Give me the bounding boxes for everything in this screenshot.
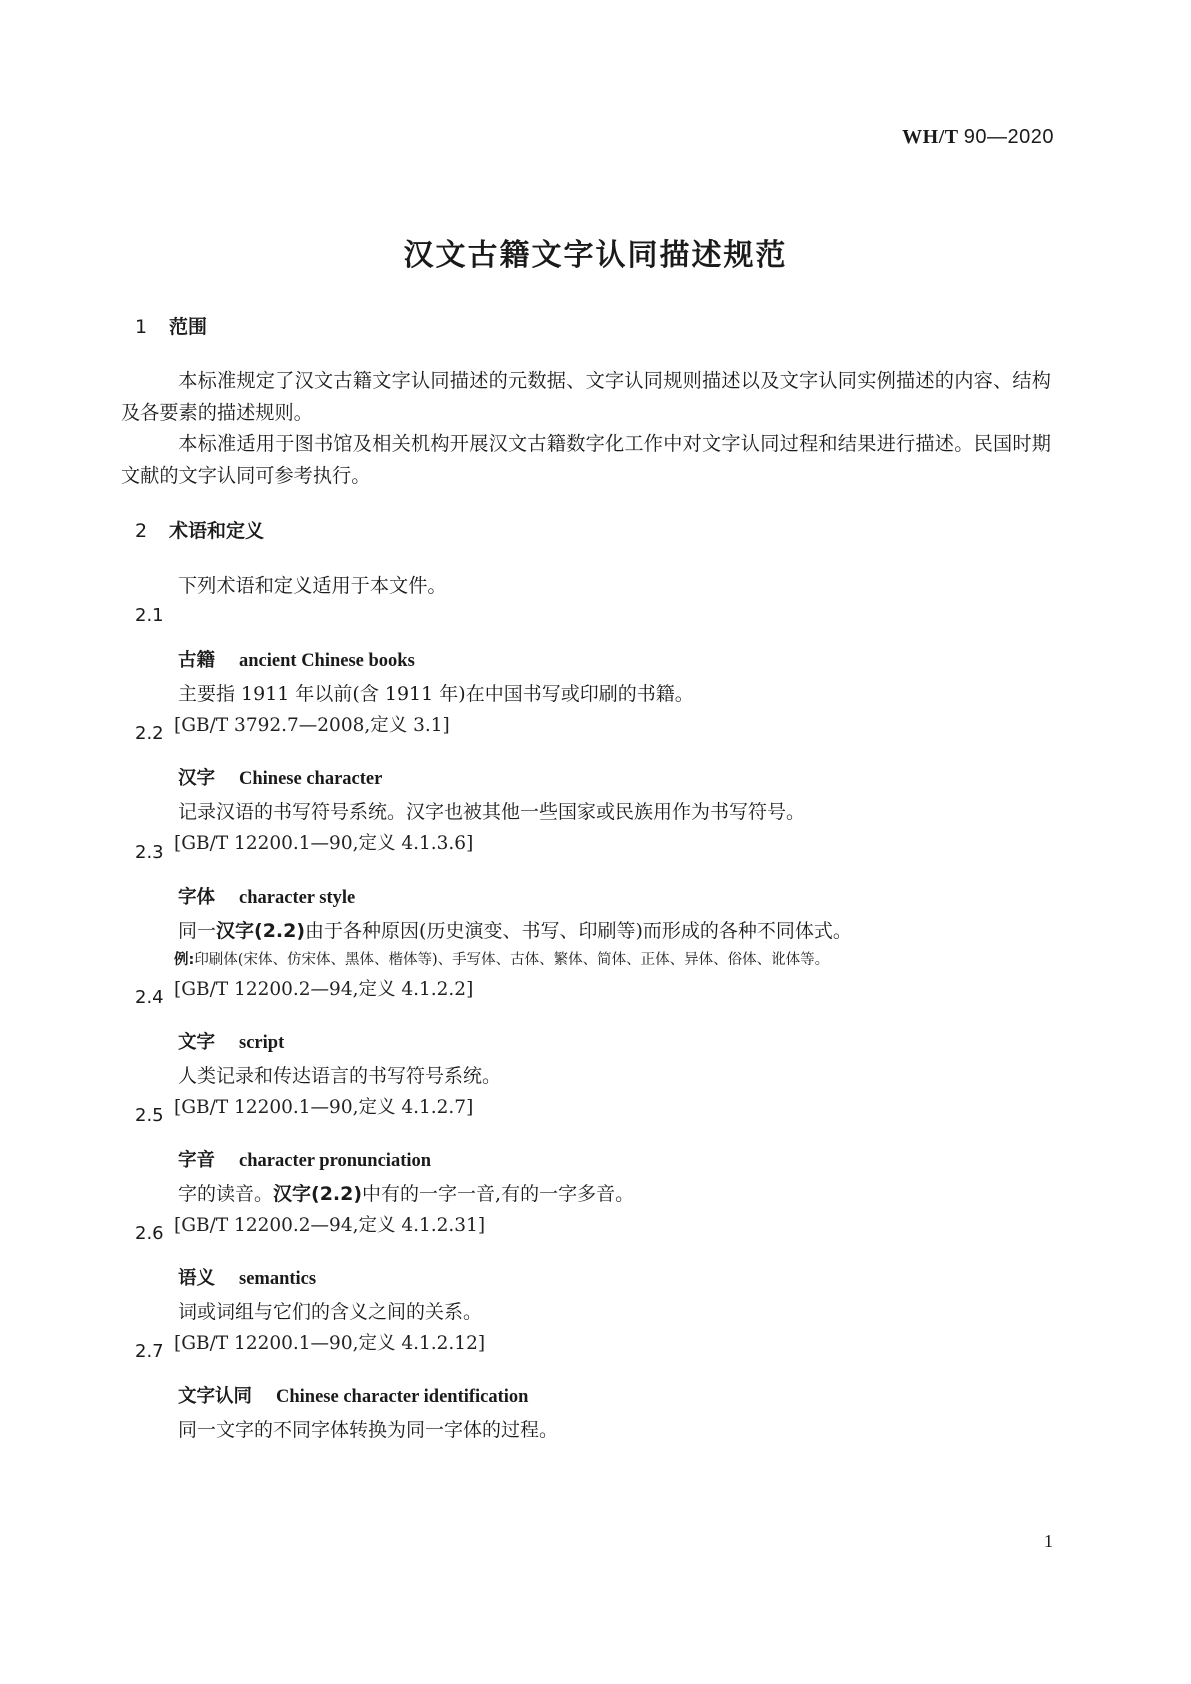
section-number: 2 bbox=[135, 520, 148, 542]
scope-paragraph-1: 本标准规定了汉文古籍文字认同描述的元数据、文字认同规则描述以及文字认同实例描述的内容、结构及各要素的描述规则。 bbox=[121, 369, 1051, 424]
term-source: [GB/T 3792.7—2008,定义 3.1] bbox=[174, 715, 450, 736]
standard-code: WH/T bbox=[902, 126, 959, 148]
term-example: 例:印刷体(宋体、仿宋体、黑体、楷体等)、手写体、古体、繁体、简体、正体、异体、俗体、讹体等。 bbox=[174, 952, 830, 968]
entry-number: 2.2 bbox=[135, 723, 164, 744]
term-english: Chinese character identification bbox=[276, 1387, 529, 1407]
term-cross-reference: 汉字(2.2) bbox=[273, 1183, 363, 1205]
term-chinese: 文字认同 bbox=[178, 1386, 253, 1407]
term-chinese: 古籍 bbox=[178, 650, 216, 671]
term-heading bbox=[178, 1264, 316, 1290]
term-cross-reference: 汉字(2.2) bbox=[216, 920, 306, 942]
term-source: [GB/T 12200.1—90,定义 4.1.2.7] bbox=[174, 1097, 474, 1118]
term-definition: 字的读音。汉字(2.2)中有的一字一音,有的一字多音。 bbox=[178, 1183, 635, 1205]
standard-code-header bbox=[902, 126, 1054, 149]
page-number: 1 bbox=[1044, 1531, 1053, 1551]
term-heading bbox=[178, 646, 415, 672]
entry-number: 2.4 bbox=[135, 987, 164, 1008]
section-title: 术语和定义 bbox=[169, 520, 265, 542]
term-heading bbox=[178, 764, 382, 790]
entry-number: 2.6 bbox=[135, 1223, 164, 1244]
term-chinese: 文字 bbox=[178, 1032, 216, 1053]
term-source: [GB/T 12200.2—94,定义 4.1.2.2] bbox=[174, 979, 474, 1000]
section-heading-scope bbox=[135, 312, 207, 339]
term-definition: 词或词组与它们的含义之间的关系。 bbox=[178, 1301, 483, 1323]
term-definition: 记录汉语的书写符号系统。汉字也被其他一些国家或民族用作为书写符号。 bbox=[178, 801, 806, 823]
term-chinese: 语义 bbox=[178, 1268, 216, 1289]
term-heading bbox=[178, 1146, 431, 1172]
term-heading bbox=[178, 1028, 284, 1054]
term-definition: 主要指 1911 年以前(含 1911 年)在中国书写或印刷的书籍。 bbox=[178, 683, 694, 705]
term-english: ancient Chinese books bbox=[239, 651, 415, 671]
term-heading bbox=[178, 1382, 528, 1408]
entry-number: 2.7 bbox=[135, 1341, 164, 1362]
entry-number: 2.5 bbox=[135, 1105, 164, 1126]
term-english: character style bbox=[239, 888, 356, 908]
entry-number: 2.1 bbox=[135, 605, 164, 626]
standard-number: 90—2020 bbox=[963, 126, 1054, 148]
term-source: [GB/T 12200.1—90,定义 4.1.3.6] bbox=[174, 833, 474, 854]
term-chinese: 汉字 bbox=[178, 768, 216, 789]
term-heading bbox=[178, 883, 355, 909]
term-source: [GB/T 12200.2—94,定义 4.1.2.31] bbox=[174, 1215, 486, 1236]
term-english: Chinese character bbox=[239, 769, 383, 789]
term-chinese: 字音 bbox=[178, 1150, 216, 1171]
term-english: character pronunciation bbox=[239, 1151, 432, 1171]
entry-number: 2.3 bbox=[135, 842, 164, 863]
term-chinese: 字体 bbox=[178, 887, 216, 908]
scope-paragraph-2: 本标准适用于图书馆及相关机构开展汉文古籍数字化工作中对文字认同过程和结果进行描述。民国时期文献的文字认同可参考执行。 bbox=[121, 432, 1051, 487]
term-definition: 同一汉字(2.2)由于各种原因(历史演变、书写、印刷等)而形成的各种不同体式。 bbox=[178, 920, 852, 942]
terms-intro: 下列术语和定义适用于本文件。 bbox=[178, 574, 447, 597]
term-definition: 人类记录和传达语言的书写符号系统。 bbox=[178, 1065, 502, 1087]
term-source: [GB/T 12200.1—90,定义 4.1.2.12] bbox=[174, 1333, 486, 1354]
example-label: 例: bbox=[174, 952, 195, 968]
term-definition: 同一文字的不同字体转换为同一字体的过程。 bbox=[178, 1419, 559, 1441]
term-english: semantics bbox=[239, 1269, 317, 1289]
section-heading-terms bbox=[135, 516, 264, 543]
section-number: 1 bbox=[135, 316, 148, 338]
document-title: 汉文古籍文字认同描述规范 bbox=[403, 238, 788, 273]
section-title: 范围 bbox=[169, 316, 208, 338]
term-english: script bbox=[239, 1033, 285, 1053]
